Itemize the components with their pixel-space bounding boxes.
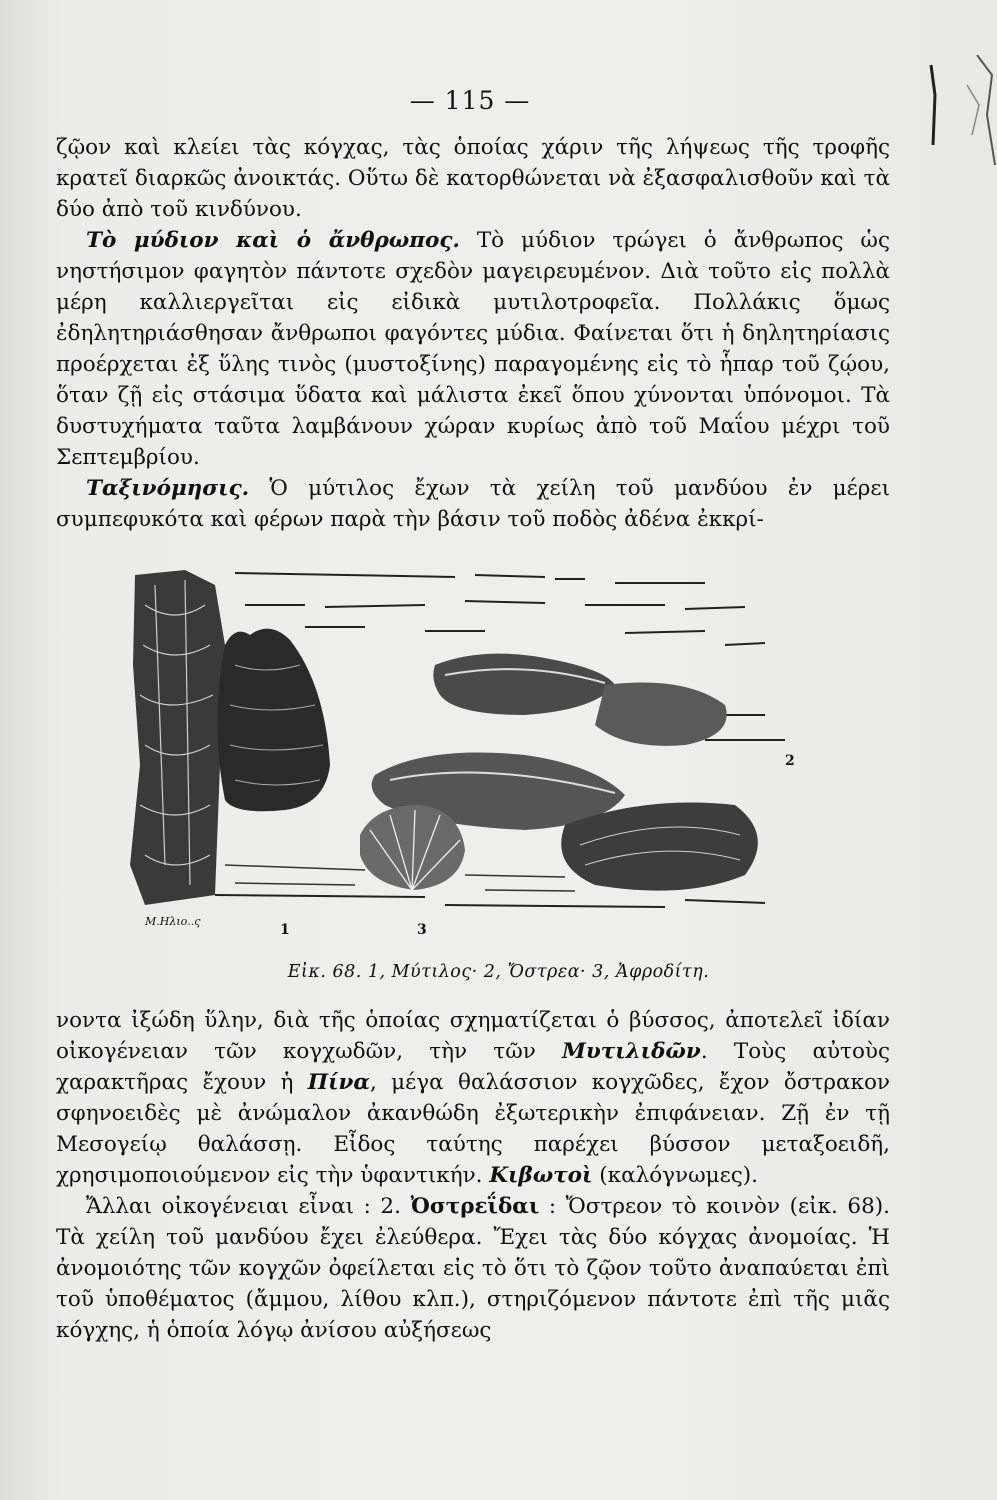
section-heading-taxinomisis: Ταξινόμησις. [86, 476, 250, 501]
rock-formation [130, 570, 225, 905]
paragraph-mytilides [56, 1005, 890, 1191]
text-run: . Τοὺς αὐτοὺς χαρακτῆρας ἔχουν ἡ [56, 1039, 890, 1095]
paragraph-ostreidai [56, 1191, 890, 1346]
paragraph-text: Τὸ μύδιον τρώγει ὁ ἄνθρωπος ὡς νηστήσιμον φαγητὸν πάντοτε σχεδὸν μαγειρευμένον. Διὰ τοῦτο εἰς πολλὰ μέρη καλλιεργεῖται εἰς εἰδικὰ μυτιλοτροφεῖα. Πολλάκις ὅμως ἐδηλητηριάσθησαν ἄνθρωποι φαγόντες μύδια. Φαίνεται ὅτι ἡ δηλητηρίασις προέρχεται ἐξ ὕλης τινὸς (μυστοξίνης) παραγομένης εἰς τὸ ἧπαρ τοῦ ζῴου, ὅταν ζῇ εἰς στάσιμα ὕδατα καὶ μάλιστα ἐκεῖ ὅπου χύνονται ὑπόνομοι. Τὰ δυστυχήματα ταῦτα λαμβάνουν χώραν κυρίως ἀπὸ τοῦ Μαΐου μέχρι τοῦ Σεπτεμβρίου. [56, 228, 890, 470]
text-run: (καλόγνωμες). [592, 1163, 758, 1188]
term-ostreidai: Ὀστρεΐδαι [410, 1194, 540, 1219]
figure-label-1: 1 [280, 922, 290, 938]
page-edge-smudge [917, 55, 997, 175]
shells-engraving [125, 565, 815, 940]
text-run: Ἄλλαι οἰκογένειαι εἶναι : 2. [86, 1194, 411, 1219]
text-run: , μέγα θαλάσσιον κογχῶδες, ἔχον ὄστρακον σφηνοειδὲς μὲ ἀνώμαλον ἀκανθώδη ἐξωτερικὴν ἐπιφάνειαν. Ζῇ ἐν τῇ Μεσογείῳ θαλάσσῃ. Εἶδος ταύτης παρέχει βύσσον μεταξοειδῆ, χρησιμοποιούμενον εἰς τὴν ὑφαντικήν. [56, 1070, 891, 1188]
text-block-bottom [56, 1005, 890, 1346]
term-kivotoi: Κιβωτοὶ [489, 1163, 593, 1188]
engraver-signature: M.Ηλιο..ς [145, 915, 201, 928]
oyster-shell-right [595, 683, 727, 746]
figure-caption: Εἰκ. 68. 1, Μύτιλος· 2, Ὄστρεα· 3, Ἀφροδίτη. [287, 962, 710, 982]
paragraph-text: Ὁ μύτιλος ἔχων τὰ χείλη τοῦ μανδύου ἐν μέρει συμπεφυκότα καὶ φέρων παρὰ τὴν βάσιν τοῦ ποδὸς ἀδένα ἐκκρί- [56, 476, 890, 532]
figure-label-3: 3 [417, 922, 427, 938]
text-run: νοντα ἰξώδη ὕλην, διὰ τῆς ὁποίας σχηματίζεται ὁ βύσσος, ἀποτελεῖ ἰδίαν οἰκογένειαν τῶν κογχωδῶν, τὴν τῶν [56, 1008, 890, 1064]
page-number: — 115 — [409, 86, 531, 115]
figure-shells-illustration [125, 565, 815, 940]
term-mytilidon: Μυτιλιδῶν [562, 1039, 701, 1064]
oyster-shell-top [433, 654, 615, 715]
text-run: : Ὄστρεον τὸ κοινὸν (εἰκ. 68). Τὰ χείλη τοῦ μανδύου ἔχει ἐλεύθερα. Ἔχει τὰς δύο κόγχας ἀνομοίας. Ἡ ἀνομοιότης τῶν κογχῶν ὀφείλεται εἰς τὸ ὅτι τὸ ζῷον τοῦτο ἀναπαύεται ἐπὶ τοῦ ὑποθέματος (ἄμμου, λίθου κλπ.), στηριζόμενον πάντοτε ἐπὶ τῆς μιᾶς κόγχης, ἡ ὁποία λόγῳ ἀνίσου αὐξήσεως [56, 1194, 890, 1343]
term-pina: Πίνα [307, 1070, 370, 1095]
paragraph-continuation [56, 132, 890, 225]
paragraph-mydion [56, 225, 890, 473]
mussel-shell [218, 629, 331, 812]
section-heading-mydion: Τὸ μύδιον καὶ ὁ ἄνθρωπος. [86, 228, 460, 253]
paragraph-taxinomisis [56, 473, 890, 535]
paragraph-text: ζῷον καὶ κλείει τὰς κόγχας, τὰς ὁποίας χάριν τῆς λήψεως τῆς τροφῆς κρατεῖ διαρκῶς ἀνοικτάς. Οὕτω δὲ κατορθώνεται νὰ ἐξασφαλισθοῦν καὶ τὰ δύο ἀπὸ τοῦ κινδύνου. [56, 135, 890, 222]
figure-label-2: 2 [785, 753, 795, 769]
text-block-top [56, 132, 890, 535]
